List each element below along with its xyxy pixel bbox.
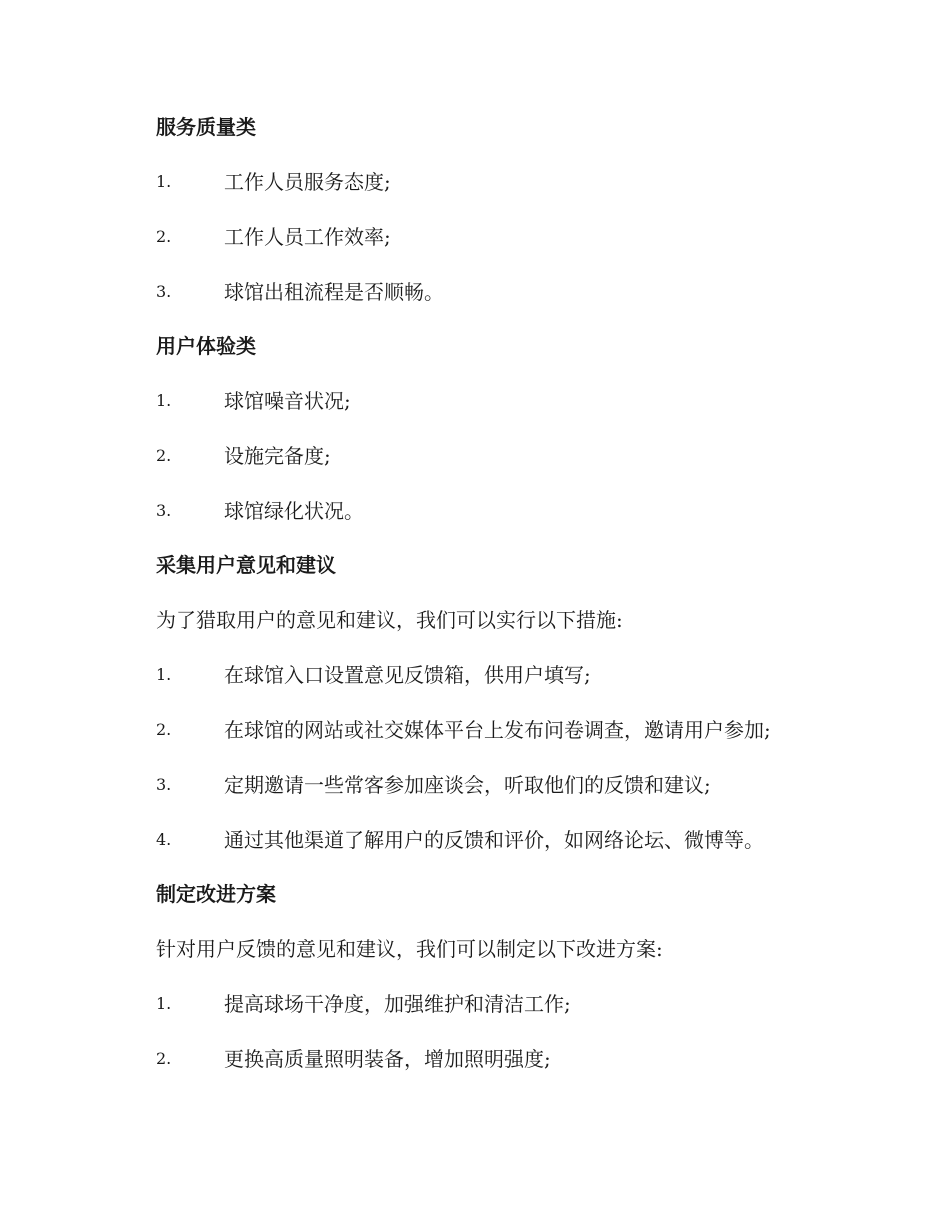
list-item: [156, 275, 910, 309]
list-item-number: 2.: [156, 227, 172, 246]
list-item-text: 在球馆的网站或社交媒体平台上发布问卷调查，邀请用户参加;: [224, 718, 771, 742]
list-item-text: 设施完备度;: [224, 444, 331, 468]
section-intro: 为了猎取用户的意见和建议，我们可以实行以下措施:: [156, 608, 623, 632]
list-item-number: 3.: [156, 501, 172, 520]
section-intro: 针对用户反馈的意见和建议，我们可以制定以下改进方案:: [156, 937, 663, 961]
list-item-number: 1.: [156, 665, 172, 684]
list-item: [156, 658, 910, 692]
list-item-number: 3.: [156, 775, 172, 794]
section-heading-collect-feedback: 采集用户意见和建议: [156, 553, 336, 577]
list-item-number: 2.: [156, 1049, 172, 1068]
list-item-text: 球馆出租流程是否顺畅。: [224, 280, 444, 304]
list-item-number: 1.: [156, 994, 172, 1013]
list-item: [156, 1042, 910, 1076]
list-item-text: 工作人员服务态度;: [224, 170, 391, 194]
list-item-text: 定期邀请一些常客参加座谈会，听取他们的反馈和建议;: [224, 773, 711, 797]
list-item-text: 通过其他渠道了解用户的反馈和评价，如网络论坛、微博等。: [224, 828, 764, 852]
list-item-text: 提高球场干净度，加强维护和清洁工作;: [224, 992, 571, 1016]
section-heading-user-experience: 用户体验类: [156, 334, 256, 358]
list-item-number: 4.: [156, 830, 172, 849]
list-item: [156, 384, 910, 418]
list-item-text: 球馆绿化状况。: [224, 499, 364, 523]
list-item-number: 2.: [156, 720, 172, 739]
list-item-number: 2.: [156, 446, 172, 465]
section-heading-service-quality: 服务质量类: [156, 115, 256, 139]
list-item: [156, 768, 910, 802]
list-item-number: 1.: [156, 391, 172, 410]
list-item: [156, 713, 910, 747]
list-item: [156, 494, 910, 528]
list-item: [156, 823, 910, 857]
list-item-text: 更换高质量照明装备，增加照明强度;: [224, 1047, 551, 1071]
list-item: [156, 220, 910, 254]
section-heading-improvement-plan: 制定改进方案: [156, 882, 276, 906]
list-item: [156, 439, 910, 473]
list-item: [156, 165, 910, 199]
list-item: [156, 987, 910, 1021]
list-item-number: 1.: [156, 172, 172, 191]
list-item-text: 工作人员工作效率;: [224, 225, 391, 249]
list-item-number: 3.: [156, 282, 172, 301]
list-item-text: 球馆噪音状况;: [224, 389, 351, 413]
list-item-text: 在球馆入口设置意见反馈箱，供用户填写;: [224, 663, 591, 687]
